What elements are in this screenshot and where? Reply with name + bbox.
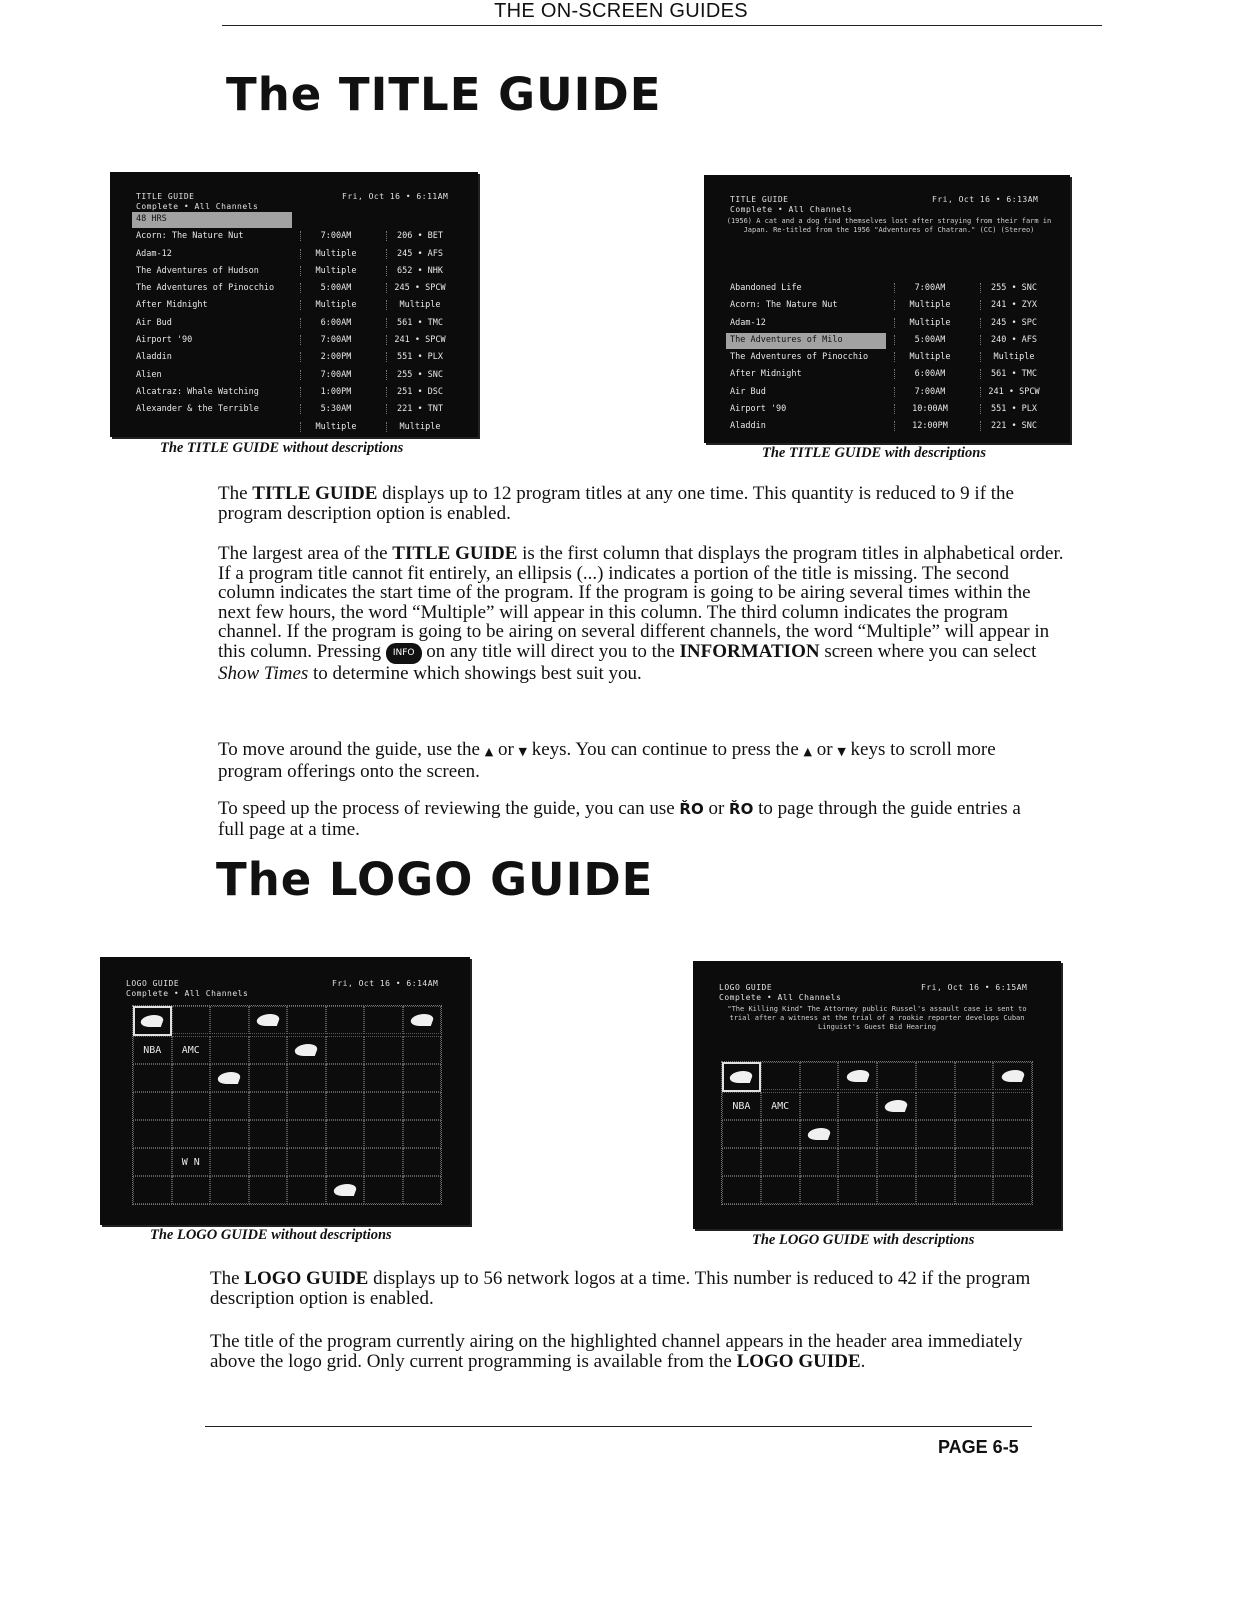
program-title: Aladdin [730, 421, 766, 432]
screen-datetime: Fri, Oct 16 • 6:11AM [342, 192, 449, 201]
start-time: 12:00PM [894, 421, 965, 431]
program-title: Adam-12 [136, 248, 172, 259]
logo-cell[interactable] [722, 1176, 761, 1204]
start-time: Multiple [894, 300, 965, 310]
logo-cell[interactable] [133, 1176, 172, 1204]
screen-guide-name: TITLE GUIDE [730, 195, 789, 204]
program-title: The Adventures of Hudson [136, 265, 259, 276]
program-title: Adam-12 [730, 317, 766, 328]
channel: 551 • PLX [386, 352, 453, 362]
screen-datetime: Fri, Oct 16 • 6:13AM [932, 195, 1039, 204]
title-guide-heading: The TITLE GUIDE [226, 68, 662, 121]
program-title: After Midnight [730, 369, 802, 380]
program-title: The Adventures of Pinocchio [730, 352, 869, 363]
down-arrow-icon: ▼ [837, 745, 846, 758]
program-title: The Adventures of Pinocchio [136, 283, 275, 294]
logo-cell[interactable] [955, 1148, 994, 1176]
program-title: Airport '90 [136, 335, 193, 346]
channel: 241 • SPCW [980, 387, 1047, 397]
logo-cell[interactable] [916, 1092, 955, 1120]
logo-cell[interactable] [838, 1120, 877, 1148]
start-time: Multiple [894, 352, 965, 362]
start-time: Multiple [300, 266, 371, 276]
channel: 245 • AFS [386, 249, 453, 259]
logo-cell[interactable] [364, 1120, 403, 1148]
start-time: 6:00AM [300, 318, 371, 328]
start-time: 5:00AM [894, 335, 965, 345]
logo-cell[interactable] [210, 1092, 249, 1120]
logo-cell[interactable] [326, 1006, 365, 1034]
logo-cell[interactable] [838, 1148, 877, 1176]
logo-cell[interactable] [403, 1092, 442, 1120]
title-row[interactable] [726, 281, 1056, 298]
footer-rule [205, 1426, 1032, 1427]
channel: 245 • SPCW [386, 283, 453, 293]
down-arrow-icon: ▼ [518, 745, 527, 758]
network-logo-icon [139, 1015, 165, 1027]
logo-cell[interactable] [326, 1176, 365, 1204]
title-row[interactable] [132, 350, 462, 367]
logo-cell[interactable] [403, 1120, 442, 1148]
logo-cell[interactable] [287, 1064, 326, 1092]
program-description: "The Killing Kind" The Attorney public Russel's assault case is sent to trial after a witness at the trial of a rookie reporter develops Cuban Linguist's Guest Bid Hearing [727, 1005, 1027, 1031]
logo-cell[interactable] [364, 1092, 403, 1120]
network-logo-label: W N [181, 1156, 200, 1168]
logo-cell[interactable] [955, 1092, 994, 1120]
logo-cell[interactable] [916, 1148, 955, 1176]
network-logo-icon [216, 1072, 242, 1084]
logo-cell[interactable] [210, 1006, 249, 1034]
caption-title-left: The TITLE GUIDE without descriptions [160, 440, 404, 456]
channel: 255 • SNC [980, 283, 1047, 293]
logo-cell[interactable] [172, 1148, 211, 1176]
start-time: 7:00AM [894, 283, 965, 293]
title-row[interactable] [726, 419, 1056, 436]
logo-cell[interactable] [326, 1120, 365, 1148]
network-logo-icon [728, 1071, 754, 1083]
screen-filter: Complete • All Channels [719, 993, 842, 1002]
logo-cell[interactable] [761, 1120, 800, 1148]
logo-cell[interactable] [133, 1120, 172, 1148]
logo-cell[interactable] [249, 1006, 288, 1034]
logo-cell[interactable] [287, 1120, 326, 1148]
logo-cell[interactable] [993, 1062, 1032, 1090]
caption-logo-right: The LOGO GUIDE with descriptions [752, 1232, 975, 1248]
logo-cell[interactable] [877, 1148, 916, 1176]
title-row[interactable] [726, 316, 1056, 333]
channel: 561 • TMC [980, 369, 1047, 379]
channel: 241 • ZYX [980, 300, 1047, 310]
header-rule [222, 25, 1102, 26]
network-logo-icon [844, 1070, 870, 1082]
logo-cell[interactable] [403, 1064, 442, 1092]
screen-filter: Complete • All Channels [126, 989, 249, 998]
logo-cell[interactable] [249, 1176, 288, 1204]
logo-cell[interactable] [955, 1176, 994, 1204]
logo-cell[interactable] [761, 1092, 800, 1120]
logo-cell[interactable] [800, 1176, 839, 1204]
logo-cell[interactable] [800, 1062, 839, 1090]
logo-cell[interactable] [364, 1176, 403, 1204]
logo-cell[interactable] [249, 1092, 288, 1120]
logo-cell[interactable] [761, 1148, 800, 1176]
logo-cell[interactable] [172, 1092, 211, 1120]
title-row[interactable] [726, 402, 1056, 419]
title-row[interactable] [132, 333, 462, 350]
title-row[interactable] [132, 385, 462, 402]
logo-cell[interactable] [993, 1092, 1032, 1120]
program-description: (1956) A cat and a dog find themselves lost after straying from their farm in Japan. Re-titled from the 1956 "Adventures of Chatran." (CC) (Stereo) [726, 217, 1052, 234]
channel: 551 • PLX [980, 404, 1047, 414]
logo-cell[interactable] [287, 1148, 326, 1176]
title-row[interactable] [132, 368, 462, 385]
logo-cell[interactable] [993, 1176, 1032, 1204]
paragraph-logo-2: The title of the program currently airing on the highlighted channel appears in the header area immediately above the logo grid. Only current programming is available from the LOGO GUIDE. [210, 1331, 1023, 1372]
program-title: Abandoned Life [730, 283, 802, 293]
screen-guide-name: LOGO GUIDE [719, 983, 773, 992]
logo-cell[interactable] [172, 1176, 211, 1204]
logo-cell[interactable] [722, 1092, 761, 1120]
logo-cell[interactable] [722, 1148, 761, 1176]
logo-cell[interactable] [210, 1176, 249, 1204]
logo-cell[interactable] [326, 1064, 365, 1092]
channel: 221 • SNC [980, 421, 1047, 431]
logo-cell[interactable] [403, 1006, 442, 1034]
logo-cell[interactable] [955, 1120, 994, 1148]
channel: 206 • BET [386, 231, 453, 241]
logo-cell[interactable] [326, 1092, 365, 1120]
logo-cell[interactable] [364, 1036, 403, 1064]
logo-cell[interactable] [133, 1064, 172, 1092]
logo-cell[interactable] [172, 1120, 211, 1148]
logo-cell[interactable] [287, 1092, 326, 1120]
logo-cell[interactable] [364, 1006, 403, 1034]
start-time: Multiple [300, 249, 371, 259]
channel: 561 • TMC [386, 318, 453, 328]
logo-cell[interactable] [210, 1036, 249, 1064]
program-title: Aladdin [136, 352, 172, 363]
logo-cell[interactable] [287, 1036, 326, 1064]
page-down-key-icon: ŘO [729, 800, 754, 818]
title-row[interactable] [132, 298, 462, 315]
paragraph-title-1: The TITLE GUIDE displays up to 12 program titles at any one time. This quantity is reduced to 9 if the program description option is enabled. [218, 483, 1014, 524]
program-title: Acorn: The Nature Nut [136, 231, 244, 242]
info-key-icon: INFO [386, 643, 422, 665]
program-title: 48 HRS [136, 214, 167, 224]
logo-cell[interactable] [722, 1120, 761, 1148]
logo-cell[interactable] [877, 1176, 916, 1204]
logo-cell[interactable] [403, 1148, 442, 1176]
title-guide-screen-right [704, 175, 1070, 443]
program-title: After Midnight [136, 300, 208, 311]
page-up-key-icon: ŘO [679, 800, 704, 818]
logo-cell[interactable] [877, 1092, 916, 1120]
program-title: Acorn: The Nature Nut [730, 300, 838, 311]
logo-cell[interactable] [916, 1062, 955, 1090]
paragraph-title-2: The largest area of the TITLE GUIDE is the first column that displays the program titles in alphabetical order. If a program title cannot fit entirely, an ellipsis (...) indicates a portion of the title is missing. The second column indicates the start time of the program. If the program is going to be airing several times within the next few hours, the word “Multiple” will appear in this column. The third column indicates the program channel. If the program is going to be airing on several different channels, the word “Multiple” will appear in this column. Pressing INFO on any title will direct you to the INFORMATION screen where you can select Show Times to determine which showings best suit you. [218, 543, 1064, 684]
start-time: 10:00AM [894, 404, 965, 414]
channel: 652 • NHK [386, 266, 453, 276]
logo-cell[interactable] [364, 1148, 403, 1176]
logo-cell[interactable] [955, 1062, 994, 1090]
logo-cell[interactable] [722, 1062, 761, 1092]
screen-filter: Complete • All Channels [136, 202, 259, 211]
start-time: 5:00AM [300, 283, 371, 293]
logo-cell[interactable] [210, 1064, 249, 1092]
start-time: 7:00AM [300, 231, 371, 241]
title-row[interactable] [132, 281, 462, 298]
screen-filter: Complete • All Channels [730, 205, 853, 214]
title-list-right [726, 281, 1056, 437]
title-row[interactable] [132, 229, 462, 246]
logo-guide-heading: The LOGO GUIDE [216, 853, 654, 906]
logo-grid-right [721, 1061, 1033, 1205]
logo-cell[interactable] [993, 1120, 1032, 1148]
logo-guide-screen-right [693, 961, 1061, 1229]
logo-cell[interactable] [993, 1148, 1032, 1176]
screen-datetime: Fri, Oct 16 • 6:15AM [921, 983, 1028, 992]
title-row[interactable] [132, 264, 462, 281]
logo-cell[interactable] [172, 1006, 211, 1034]
channel: 255 • SNC [386, 370, 453, 380]
logo-cell[interactable] [133, 1036, 172, 1064]
start-time: 7:00AM [300, 370, 371, 380]
title-guide-screen-left [110, 172, 478, 437]
caption-title-right: The TITLE GUIDE with descriptions [762, 445, 986, 461]
logo-guide-screen-left [100, 957, 470, 1225]
logo-cell[interactable] [287, 1176, 326, 1204]
logo-cell[interactable] [838, 1062, 877, 1090]
logo-cell[interactable] [838, 1176, 877, 1204]
logo-cell[interactable] [916, 1176, 955, 1204]
screen-datetime: Fri, Oct 16 • 6:14AM [332, 979, 439, 988]
highlighted-title-row[interactable] [132, 212, 462, 229]
channel: 241 • SPCW [386, 335, 453, 345]
network-logo-icon [293, 1044, 319, 1056]
up-arrow-icon: ▲ [484, 745, 494, 758]
program-title: Air Bud [730, 386, 766, 397]
logo-cell[interactable] [249, 1036, 288, 1064]
channel: 240 • AFS [980, 335, 1047, 345]
title-row[interactable] [132, 316, 462, 333]
start-time: 6:00AM [894, 369, 965, 379]
screen-guide-name: LOGO GUIDE [126, 979, 180, 988]
network-logo-label: NBA [143, 1044, 162, 1056]
caption-logo-left: The LOGO GUIDE without descriptions [150, 1227, 392, 1243]
start-time: 7:00AM [894, 387, 965, 397]
network-logo-label: AMC [181, 1044, 200, 1056]
screen-guide-name: TITLE GUIDE [136, 192, 195, 201]
start-time: 7:00AM [300, 335, 371, 345]
logo-cell[interactable] [403, 1176, 442, 1204]
network-logo-icon [255, 1014, 281, 1026]
up-arrow-icon: ▲ [803, 745, 812, 758]
title-row[interactable] [726, 367, 1056, 384]
title-row[interactable] [726, 350, 1056, 367]
network-logo-label: NBA [732, 1100, 751, 1112]
program-title: Alexander & the Terrible [136, 404, 259, 415]
logo-cell[interactable] [800, 1120, 839, 1148]
channel: 221 • TNT [386, 404, 453, 414]
page-number: PAGE 6-5 [938, 1437, 1019, 1457]
logo-cell[interactable] [326, 1036, 365, 1064]
logo-cell[interactable] [364, 1064, 403, 1092]
network-logo-icon [883, 1100, 909, 1112]
logo-cell[interactable] [133, 1006, 172, 1036]
start-time: 5:30AM [300, 404, 371, 414]
logo-cell[interactable] [877, 1120, 916, 1148]
logo-cell[interactable] [287, 1006, 326, 1034]
start-time: 1:00PM [300, 387, 371, 397]
channel: Multiple [386, 300, 453, 310]
title-list-left [132, 212, 462, 437]
paragraph-title-3: To move around the guide, use the ▲ or ▼ keys. You can continue to press the ▲ or ▼ keys to scroll more program offerings onto the screen. [218, 739, 996, 782]
logo-cell[interactable] [249, 1120, 288, 1148]
start-time: 2:00PM [300, 352, 371, 362]
logo-cell[interactable] [800, 1148, 839, 1176]
network-logo-icon [999, 1070, 1025, 1082]
logo-cell[interactable] [916, 1120, 955, 1148]
logo-cell[interactable] [403, 1036, 442, 1064]
paragraph-title-4: To speed up the process of reviewing the guide, you can use ŘO or ŘO to page through the guide entries a full page at a time. [218, 798, 1021, 840]
logo-cell[interactable] [172, 1036, 211, 1064]
start-time: Multiple [300, 300, 371, 310]
logo-cell[interactable] [210, 1120, 249, 1148]
running-head: THE ON-SCREEN GUIDES [494, 0, 748, 22]
paragraph-logo-1: The LOGO GUIDE displays up to 56 network logos at a time. This number is reduced to 42 if the program description option is enabled. [210, 1268, 1031, 1309]
channel: 245 • SPC [980, 318, 1047, 328]
program-title: The Adventures of Milo [730, 334, 843, 345]
network-logo-icon [409, 1014, 435, 1026]
channel: 251 • DSC [386, 387, 453, 397]
network-logo-icon [332, 1184, 358, 1196]
channel: Multiple [980, 352, 1047, 362]
logo-cell[interactable] [877, 1062, 916, 1090]
title-row[interactable] [132, 420, 462, 437]
start-time: Multiple [300, 422, 371, 432]
highlighted-title-row[interactable] [726, 333, 1056, 350]
title-row[interactable] [726, 385, 1056, 402]
title-row[interactable] [132, 402, 462, 419]
program-title: Alien [136, 369, 162, 380]
logo-cell[interactable] [172, 1064, 211, 1092]
program-title: Air Bud [136, 317, 172, 328]
program-title: Airport '90 [730, 404, 787, 415]
logo-cell[interactable] [133, 1092, 172, 1120]
logo-cell[interactable] [249, 1148, 288, 1176]
title-row[interactable] [726, 298, 1056, 315]
network-logo-icon [806, 1128, 832, 1140]
start-time: Multiple [894, 318, 965, 328]
title-row[interactable] [132, 247, 462, 264]
logo-cell[interactable] [761, 1062, 800, 1090]
logo-grid-left [132, 1005, 442, 1205]
logo-cell[interactable] [761, 1176, 800, 1204]
logo-cell[interactable] [249, 1064, 288, 1092]
channel: Multiple [386, 422, 453, 432]
network-logo-label: AMC [771, 1100, 790, 1112]
program-title: Alcatraz: Whale Watching [136, 386, 259, 397]
logo-cell[interactable] [800, 1092, 839, 1120]
logo-cell[interactable] [133, 1148, 172, 1176]
logo-cell[interactable] [210, 1148, 249, 1176]
logo-cell[interactable] [838, 1092, 877, 1120]
logo-cell[interactable] [326, 1148, 365, 1176]
